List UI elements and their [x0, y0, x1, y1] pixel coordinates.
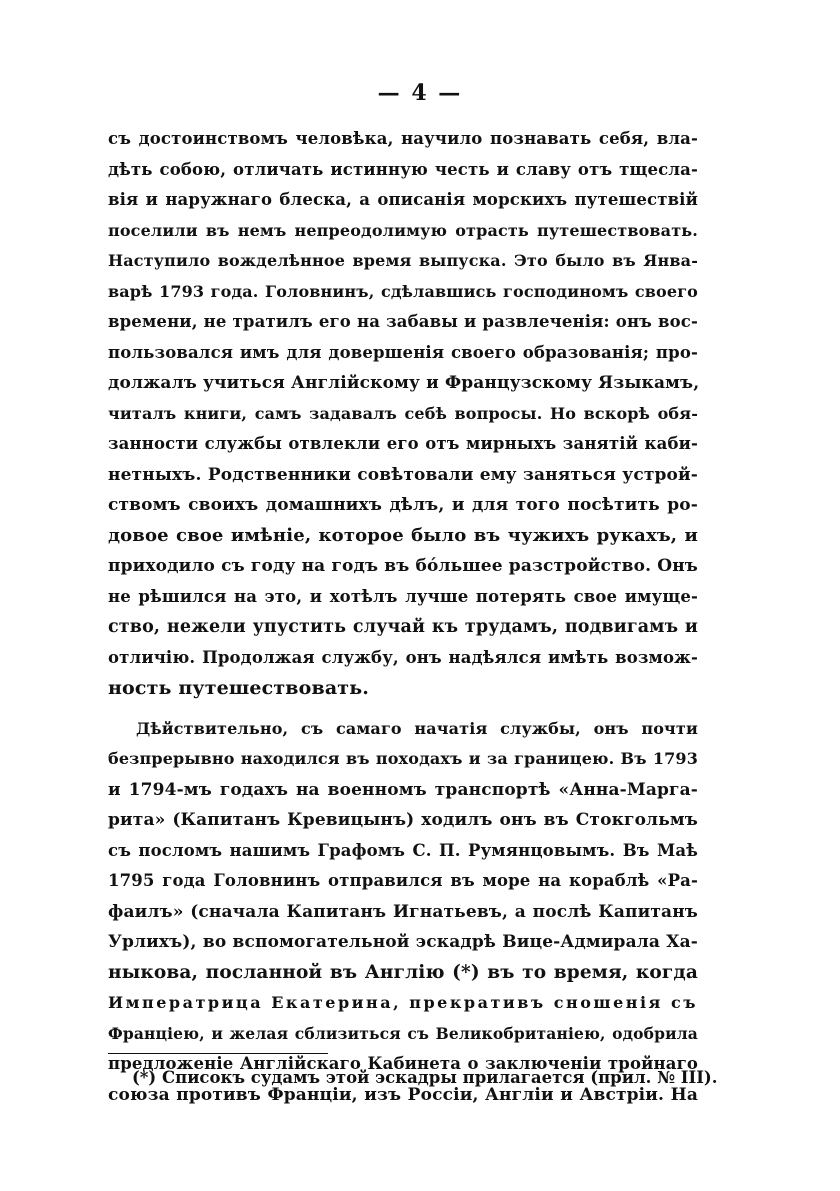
footnote: (*) Списокъ судамъ этой эскадры прилагается (прил. № III). — [132, 1068, 718, 1087]
text-line: предложеніе Англійскаго Кабинета о заключеніи тройнаго — [108, 1054, 698, 1073]
text-line: не рѣшился на это, и хотѣлъ лучше потерять свое имуще- — [108, 586, 698, 606]
text-line: приходило съ году на годъ въ бóльшее разстройство. Онъ — [108, 556, 698, 576]
text-line: вія и наружнаго блеска, а описанія морскихъ путешествій — [108, 190, 698, 209]
footnote-rule — [108, 1053, 328, 1054]
text-line: союза противъ Франціи, изъ Россіи, Англіи и Австріи. На — [108, 1084, 698, 1105]
text-line: Урлихъ), во вспомогательной эскадрѣ Вице-Адмирала Ха- — [108, 932, 698, 952]
text-line: съ достоинствомъ человѣка, научило познавать себя, вла- — [108, 129, 698, 148]
text-line: отличію. Продолжая службу, онъ надѣялся имѣть возмож- — [108, 647, 698, 667]
text-line: ство, нежели упустить случай къ трудамъ, подвигамъ и — [108, 617, 698, 637]
text-line: варѣ 1793 года. Головнинъ, сдѣлавшись господиномъ своего — [108, 281, 698, 301]
text-line: Императрица Екатерина, прекративъ сношенія съ — [108, 993, 698, 1012]
text-line: нетныхъ. Родственники совѣтовали ему заняться устрой- — [108, 464, 698, 485]
text-line: ность путешествовать. — [108, 677, 370, 699]
text-line: должалъ учиться Англійскому и Французскому Языкамъ, — [108, 373, 700, 393]
text-line: съ посломъ нашимъ Графомъ С. П. Румянцовымъ. Въ Маѣ — [108, 840, 698, 860]
text-line: безпрерывно находился въ походахъ и за границею. Въ 1793 — [108, 749, 698, 768]
text-line: поселили въ немъ непреодолимую отрасть путешествовать. — [108, 220, 698, 240]
text-line: фаилъ» (сначала Капитанъ Игнатьевъ, а послѣ Капитанъ — [108, 901, 698, 922]
text-line: читалъ книги, самъ задавалъ себѣ вопросы. Но вскорѣ обя- — [108, 403, 698, 423]
text-line: довое свое имѣніе, которое было въ чужихъ рукахъ, и — [108, 524, 698, 546]
text-line: ствомъ своихъ домашнихъ дѣлъ, и для того посѣтить ро- — [108, 495, 698, 515]
text-line: Франціею, и желая сблизиться съ Великобританіею, одобрила — [108, 1023, 698, 1043]
text-line: Наступило вожделѣнное время выпуска. Это было въ Янва- — [108, 251, 698, 270]
text-line: пользовался имъ для довершенія своего образованія; про- — [108, 342, 698, 362]
text-line: времени, не тратилъ его на забавы и развлеченія: онъ вос- — [108, 312, 698, 331]
text-line: Дѣйствительно, съ самаго начатія службы, онъ почти — [136, 718, 698, 738]
text-line: рита» (Капитанъ Кревицынъ) ходилъ онъ въ Стокгольмъ — [108, 810, 698, 830]
text-line: занности службы отвлекли его отъ мирныхъ занятій каби- — [108, 434, 698, 453]
text-line: ныкова, посланной въ Англію (*) въ то время, когда — [108, 961, 698, 983]
text-line: и 1794-мъ годахъ на военномъ транспортѣ «Анна-Марга- — [108, 779, 698, 800]
page-number: — 4 — — [377, 80, 463, 106]
body-text — [108, 124, 698, 1110]
text-line: дѣть собою, отличать истинную честь и славу отъ тщесла- — [108, 159, 698, 179]
text-line: 1795 года Головнинъ отправился въ море на кораблѣ «Ра- — [108, 871, 698, 890]
paragraph-gap — [108, 704, 698, 714]
